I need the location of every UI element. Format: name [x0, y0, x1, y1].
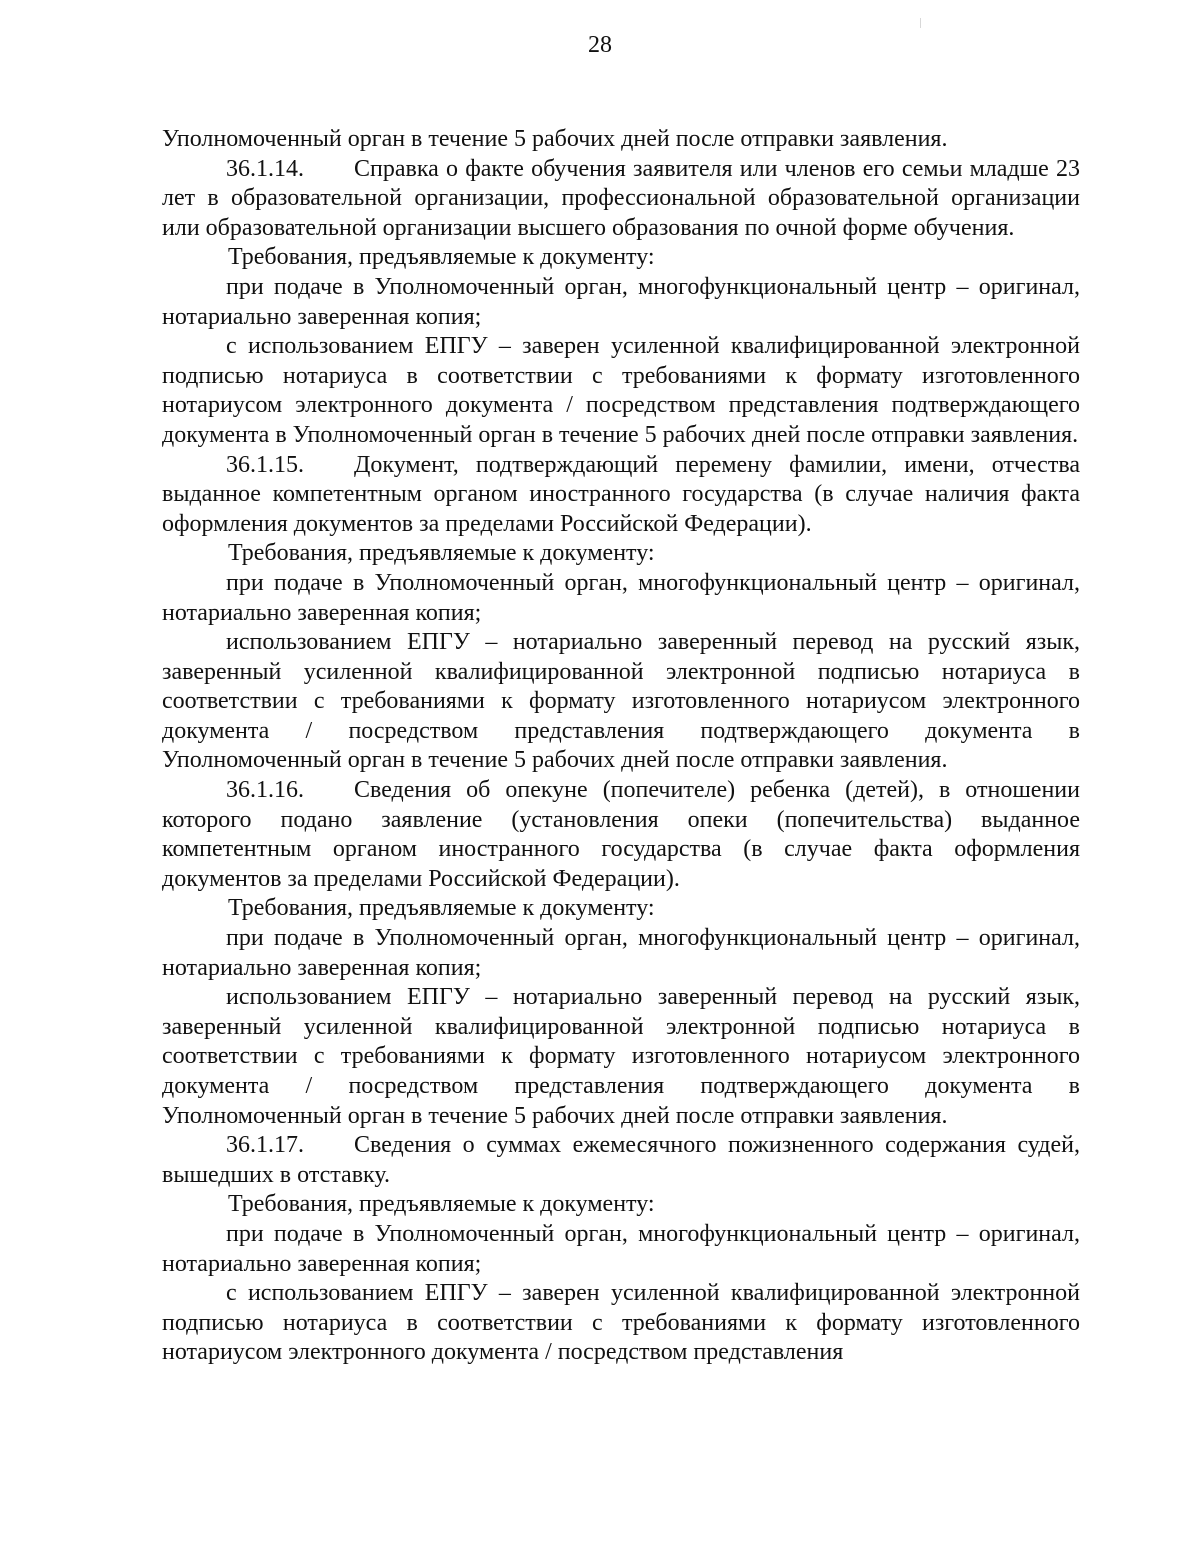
item-number: 36.1.16. [226, 777, 304, 804]
continuation-paragraph [162, 125, 1080, 155]
item-number: 36.1.15. [226, 451, 304, 478]
page-number: 28 [588, 32, 612, 58]
requirements-heading-text: Требования, предъявляемые к документу: [228, 1191, 655, 1218]
item-number: 36.1.14. [226, 155, 304, 182]
requirement-paper [162, 1220, 1080, 1279]
requirements-heading-text: Требования, предъявляемые к документу: [228, 540, 655, 567]
requirement-text: при подаче в Уполномоченный орган, многофункциональный центр – оригинал, нотариально заверенная копия; [162, 1220, 1080, 1277]
item-36-1-16 [162, 776, 1080, 894]
requirement-text: при подаче в Уполномоченный орган, многофункциональный центр – оригинал, нотариально заверенная копия; [162, 273, 1080, 330]
requirement-text: использованием ЕПГУ – нотариально заверенный перевод на русский язык, заверенный усиленной квалифицированной электронной подписью нотариуса в соответствии с требованиями к формату изготовленного нотариусом электронного документа / посредством представления подтверждающего документа в Уполномоченный орган в течение 5 рабочих дней после отправки заявления. [162, 984, 1080, 1129]
requirement-text: при подаче в Уполномоченный орган, многофункциональный центр – оригинал, нотариально заверенная копия; [162, 925, 1080, 981]
requirement-epgu [162, 628, 1080, 776]
requirement-text: использованием ЕПГУ – нотариально заверенный перевод на русский язык, заверенный усиленной квалифицированной электронной подписью нотариуса в соответствии с требованиями к формату изготовленного нотариусом электронного документа / посредством представления подтверждающего документа в Уполномоченный орган в течение 5 рабочих дней после отправки заявления. [162, 629, 1080, 774]
item-text: Справка о факте обучения заявителя или членов его семьи младше 23 лет в образовательной организации, профессиональной образовательной организации или образовательной организации высшего образования по очной форме обучения. [162, 155, 1080, 241]
requirement-text: с использованием ЕПГУ – заверен усиленной квалифицированной электронной подписью нотариуса в соответствии с требованиями к формату изготовленного нотариусом электронного документа / посредством представления подтверждающего документа в Уполномоченный орган в течение 5 рабочих дней после отправки заявления. [162, 333, 1080, 448]
requirements-heading [162, 1190, 1080, 1220]
item-36-1-14 [162, 155, 1080, 244]
item-text: Сведения об опекуне (попечителе) ребенка (детей), в отношении которого подано заявление (установления опеки (попечительства) выданное компетентным органом иностранного государства (в случае факта оформления документов за пределами Российской Федерации). [162, 777, 1080, 892]
requirement-text: при подаче в Уполномоченный орган, многофункциональный центр – оригинал, нотариально заверенная копия; [162, 569, 1080, 626]
requirement-epgu [162, 983, 1080, 1131]
item-text: Сведения о суммах ежемесячного пожизненного содержания судей, вышедших в отставку. [162, 1132, 1080, 1188]
requirements-heading [162, 243, 1080, 273]
item-text: Документ, подтверждающий перемену фамилии, имени, отчества выданное компетентным органом иностранного государства (в случае наличия факта оформления документов за пределами Российской Федерации). [162, 451, 1080, 537]
item-number: 36.1.17. [226, 1132, 304, 1159]
requirement-paper [162, 924, 1080, 983]
item-36-1-17 [162, 1131, 1080, 1190]
requirement-paper [162, 569, 1080, 628]
requirements-heading [162, 894, 1080, 924]
requirements-heading-text: Требования, предъявляемые к документу: [228, 895, 655, 922]
requirements-heading [162, 539, 1080, 569]
requirement-epgu [162, 1279, 1080, 1368]
paragraph-text: Уполномоченный орган в течение 5 рабочих дней после отправки заявления. [162, 126, 948, 152]
requirements-heading-text: Требования, предъявляемые к документу: [228, 244, 655, 271]
requirement-text: с использованием ЕПГУ – заверен усиленной квалифицированной электронной подписью нотариуса в соответствии с требованиями к формату изготовленного нотариусом электронного документа / посредством представления [162, 1280, 1080, 1366]
requirement-paper [162, 273, 1080, 332]
scan-artifact-mark [920, 18, 921, 28]
requirement-epgu [162, 332, 1080, 450]
document-body [162, 125, 1080, 1368]
item-36-1-15 [162, 451, 1080, 540]
